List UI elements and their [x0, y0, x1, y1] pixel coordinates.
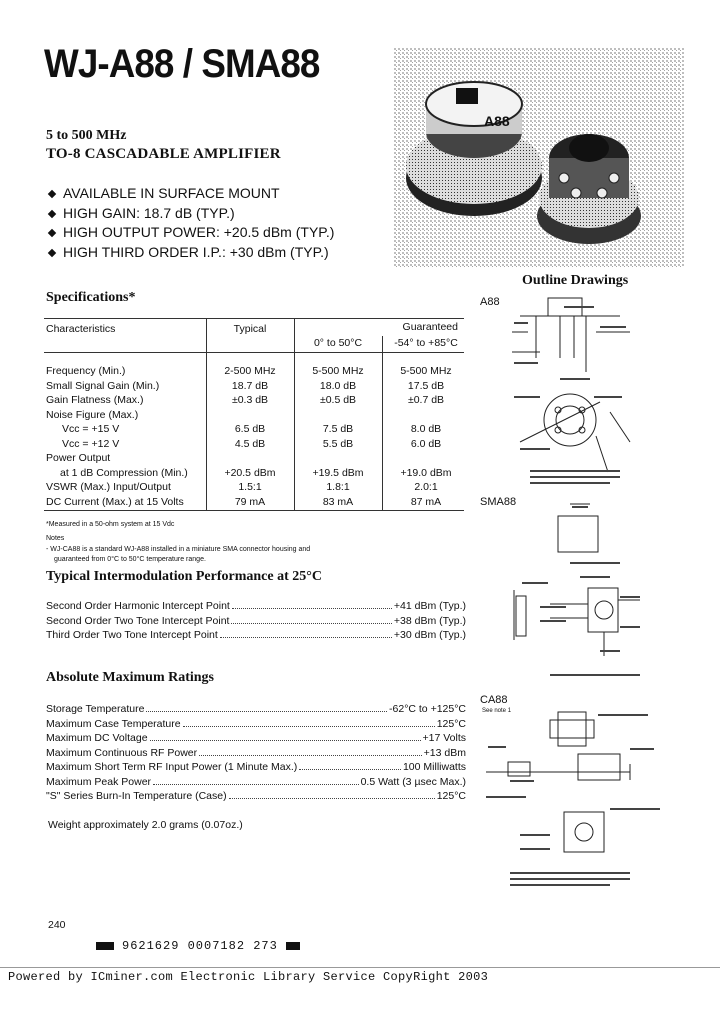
ca88-outline-drawing	[480, 700, 670, 890]
barcode-block-icon	[96, 942, 114, 950]
table-cell: 79 mA	[234, 495, 266, 508]
feature-item: AVAILABLE IN SURFACE MOUNT	[46, 184, 334, 204]
table-cell: +19.0 dBm	[400, 466, 452, 479]
notes-label: Notes	[46, 535, 65, 542]
table-cell: 7.5 dB	[322, 423, 354, 435]
feature-item: HIGH GAIN: 18.7 dB (TYP.)	[46, 204, 334, 224]
table-cell: 17.5 dB	[407, 379, 445, 392]
table-cell: +19.5 dBm	[312, 466, 364, 479]
col-header-range-2: -54° to +85°C	[394, 337, 458, 349]
table-cell: 5-500 MHz	[312, 365, 364, 377]
intermod-heading: Typical Intermodulation Performance at 25°C	[46, 569, 322, 584]
product-title: WJ-A88 / SMA88	[44, 42, 320, 86]
table-row-label: Frequency (Min.)	[46, 365, 126, 377]
leader-row: Maximum DC Voltage +17 Volts	[46, 732, 466, 744]
table-cell: 83 mA	[322, 495, 354, 508]
table-cell: +20.5 dBm	[224, 466, 276, 479]
barcode-block-icon	[286, 942, 300, 950]
table-cell: 2-500 MHz	[224, 365, 276, 377]
leader-row: Storage Temperature -62°C to +125°C	[46, 703, 466, 715]
table-cell: 2.0:1	[414, 481, 438, 493]
leader-row: Second Order Harmonic Intercept Point +41 dBm (Typ.)	[46, 600, 466, 612]
footer-text: Powered by ICminer.com Electronic Library Service CopyRight 2003	[8, 970, 489, 984]
table-cell: 5.5 dB	[322, 437, 354, 450]
outline-drawings-heading: Outline Drawings	[522, 273, 629, 288]
leader-row: Second Order Two Tone Intercept Point +38 dBm (Typ.)	[46, 614, 466, 627]
table-row-label: VSWR (Max.) Input/Output	[46, 481, 171, 493]
table-cell: 1.5:1	[238, 481, 262, 493]
feature-item: HIGH THIRD ORDER I.P.: +30 dBm (TYP.)	[46, 243, 334, 263]
feature-item: HIGH OUTPUT POWER: +20.5 dBm (TYP.)	[46, 223, 334, 243]
table-cell: 87 mA	[410, 495, 442, 508]
sma88-label: SMA88	[480, 496, 517, 508]
frequency-range: 5 to 500 MHz	[46, 128, 127, 143]
weight-note: Weight approximately 2.0 grams (0.07oz.)	[48, 819, 243, 831]
diamond-bullet-icon	[48, 190, 56, 198]
barcode-line: 9621629 0007182 273	[96, 939, 300, 953]
part-marking: A88	[484, 113, 510, 129]
table-cell: 18.7 dB	[231, 379, 269, 392]
diamond-bullet-icon	[48, 248, 56, 256]
table-cell: ±0.5 dB	[319, 394, 357, 406]
feature-list	[46, 184, 334, 262]
col-header-typical: Typical	[233, 323, 267, 335]
table-top-rule	[44, 318, 464, 319]
a88-label: A88	[480, 296, 500, 308]
table-row-label: at 1 dB Compression (Min.)	[60, 466, 188, 479]
leader-row: Maximum Continuous RF Power +13 dBm	[46, 746, 466, 759]
table-bottom-rule	[44, 510, 464, 511]
table-row-label: Small Signal Gain (Min.)	[46, 379, 160, 392]
note-line-1: - WJ-CA88 is a standard WJ-A88 installed in a miniature SMA connector housing and	[46, 546, 311, 553]
leader-row: Maximum Peak Power 0.5 Watt (3 µsec Max.)	[46, 775, 466, 788]
leader-row: Maximum Case Temperature 125°C	[46, 717, 466, 730]
spec-footnote: *Measured in a 50-ohm system at 15 Vdc	[46, 521, 175, 528]
product-subtitle: TO-8 CASCADABLE AMPLIFIER	[46, 146, 281, 162]
table-cell: 4.5 dB	[234, 437, 266, 450]
table-row-label: Vcc = +15 V	[62, 423, 120, 435]
table-row-label: Noise Figure (Max.)	[46, 408, 139, 421]
table-row-label: DC Current (Max.) at 15 Volts	[46, 495, 184, 508]
page-number: 240	[48, 919, 66, 931]
table-row-label: Power Output	[46, 452, 111, 464]
table-header-rule	[44, 352, 464, 353]
diamond-bullet-icon	[48, 209, 56, 217]
diamond-bullet-icon	[48, 229, 56, 237]
abs-max-heading: Absolute Maximum Ratings	[46, 670, 215, 685]
col-header-characteristics: Characteristics	[46, 323, 116, 335]
table-cell: ±0.7 dB	[407, 394, 445, 406]
table-cell: 18.0 dB	[319, 379, 357, 392]
col-header-guaranteed: Guaranteed	[402, 321, 458, 333]
leader-row: Maximum Short Term RF Input Power (1 Minute Max.) 100 Milliwatts	[46, 761, 466, 773]
ca88-note: See note 1	[482, 708, 512, 714]
table-row-label: Gain Flatness (Max.)	[46, 394, 144, 406]
a88-outline-drawing	[500, 292, 650, 492]
table-cell: 6.5 dB	[234, 423, 266, 435]
table-row-label: Vcc = +12 V	[62, 437, 120, 450]
table-cell: ±0.3 dB	[231, 394, 269, 406]
col-header-range-1: 0° to 50°C	[313, 337, 363, 349]
table-cell: 1.8:1	[326, 481, 350, 493]
product-photo	[394, 48, 684, 268]
table-cell: 8.0 dB	[410, 423, 442, 435]
table-cell: 6.0 dB	[410, 437, 442, 450]
leader-row: Third Order Two Tone Intercept Point +30 dBm (Typ.)	[46, 629, 466, 641]
sma88-outline-drawing	[500, 500, 650, 680]
leader-row: "S" Series Burn-In Temperature (Case) 125°C	[46, 790, 466, 802]
ca88-label: CA88	[480, 694, 508, 706]
specifications-heading: Specifications*	[46, 290, 136, 305]
table-cell: 5-500 MHz	[400, 365, 452, 377]
note-line-2: guaranteed from 0°C to 50°C temperature range.	[54, 556, 206, 563]
footer-rule	[0, 967, 720, 968]
